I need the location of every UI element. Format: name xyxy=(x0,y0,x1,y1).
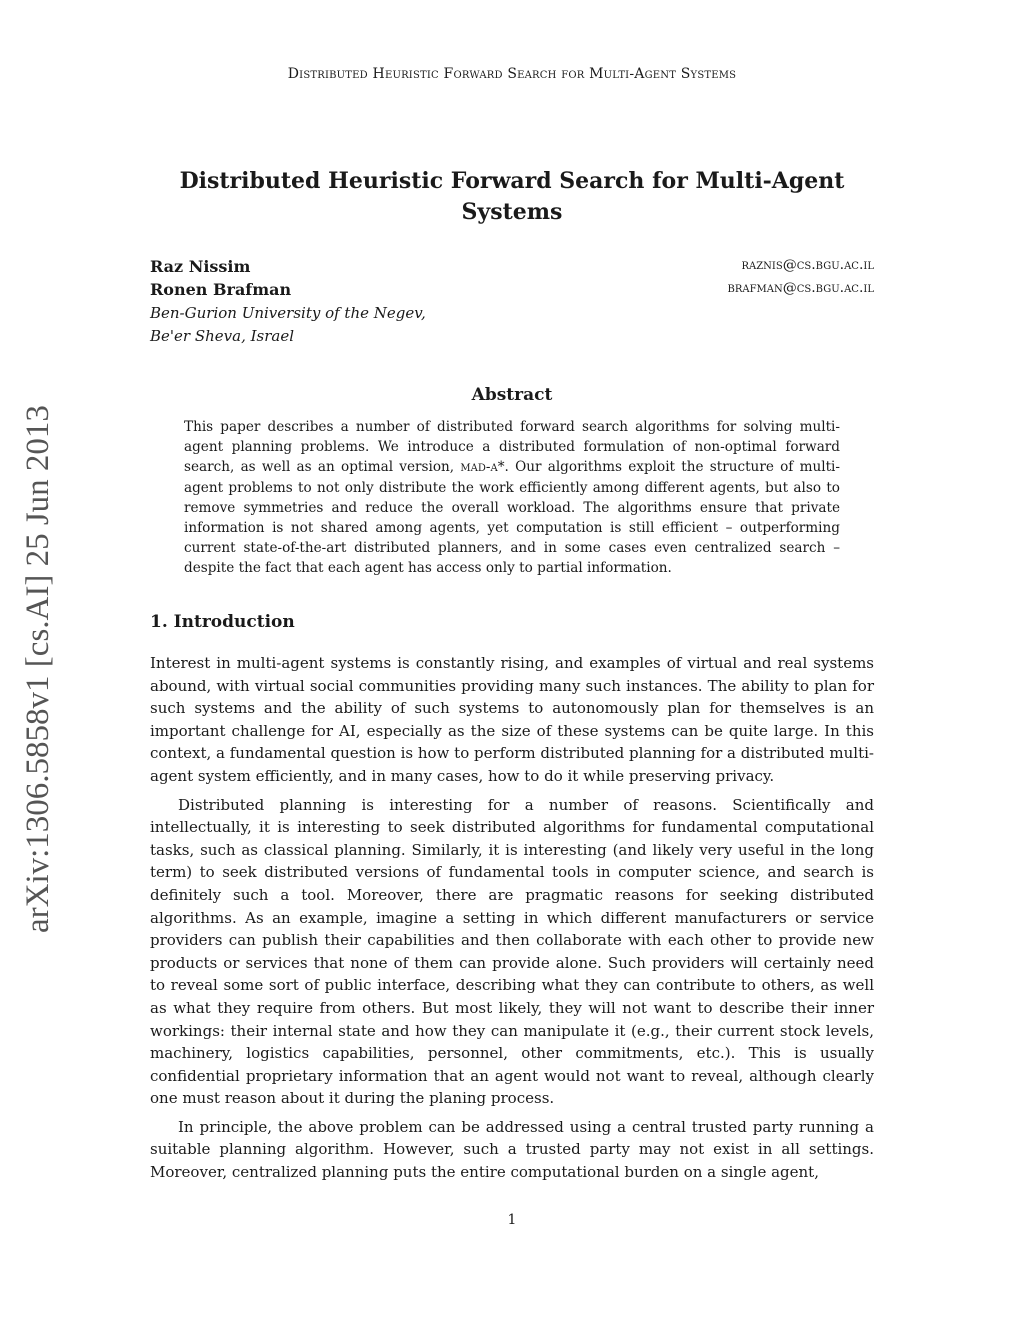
paper-title: Distributed Heuristic Forward Search for Multi-Agent Systems xyxy=(179,168,845,225)
running-head: Distributed Heuristic Forward Search for Multi-Agent Systems xyxy=(287,66,737,82)
affiliation-line: Be'er Sheva, Israel xyxy=(150,327,295,345)
abstract-text xyxy=(184,417,840,579)
abstract-text-part: This paper describes a number of distributed forward search algorithms for solving multi-agent planning problems. We introduce a distributed formulation of non-optimal forward search, as well as an optimal version, xyxy=(184,419,840,476)
body-paragraph: Distributed planning is interesting for a number of reasons. Scientifically and intellectually, it is interesting to seek distributed algorithms for fundamental computational tasks, such as classical planning. Similarly, it is interesting (and likely very useful in the long term) to seek distributed versions of fundamental tools in computer science, and search is definitely such a tool. Moreover, there are pragmatic reasons for seeking distributed algorithms. As an example, imagine a setting in which different manufacturers or service providers can publish their capabilities and then collaborate with each other to provide new products or services that none of them can provide alone. Such providers will certainly need to reveal some sort of public interface, describing what they can contribute to others, as well as what they require from others. But most likely, they will not want to describe their inner workings: their internal state and how they can manipulate it (e.g., their current stock levels, machinery, logistics capabilities, personnel, other commitments, etc.). This is usually confidential proprietary information that an agent would not want to reveal, although clearly one must reason about it during the planing process. xyxy=(150,795,874,1108)
arxiv-stamp: arXiv:1306.5858v1 [cs.AI] 25 Jun 2013 xyxy=(20,405,56,933)
author-name: Ronen Brafman xyxy=(150,280,292,299)
page-number: 1 xyxy=(507,1212,517,1228)
abstract-heading: Abstract xyxy=(471,385,553,405)
section-heading: 1. Introduction xyxy=(150,612,295,632)
abstract-text-part: *. Our algorithms exploit the structure of multi-agent problems to not only distribute the work efficiently among different agents, but also to remove symmetries and reduce the overall workload. The algorithms ensure that private information is not shared among agents, yet computation is still efficient – outperforming current state-of-the-art distributed planners, and in some cases even centralized search – despite the fact that each agent has access only to partial information. xyxy=(184,459,840,577)
affiliation-line: Ben-Gurion University of the Negev, xyxy=(150,304,426,322)
author-email: brafman@cs.bgu.ac.il xyxy=(727,280,874,296)
algorithm-name: mad-a xyxy=(460,459,498,476)
body-paragraph: Interest in multi-agent systems is constantly rising, and examples of virtual and real systems abound, with virtual social communities providing many such instances. The ability to plan for such systems and the ability of such systems to autonomously plan for themselves is an important challenge for AI, especially as the size of these systems can be quite large. In this context, a fundamental question is how to perform distributed planning for a distributed multi-agent system efficiently, and in many cases, how to do it while preserving privacy. xyxy=(150,654,874,785)
author-email: raznis@cs.bgu.ac.il xyxy=(741,257,874,273)
body-paragraph: In principle, the above problem can be addressed using a central trusted party running a suitable planning algorithm. However, such a trusted party may not exist in all settings. Moreover, centralized planning puts the entire computational burden on a single agent, xyxy=(150,1117,874,1182)
author-row xyxy=(150,257,874,281)
author-name: Raz Nissim xyxy=(150,257,251,276)
section-body xyxy=(150,652,874,1190)
author-row xyxy=(150,280,874,304)
